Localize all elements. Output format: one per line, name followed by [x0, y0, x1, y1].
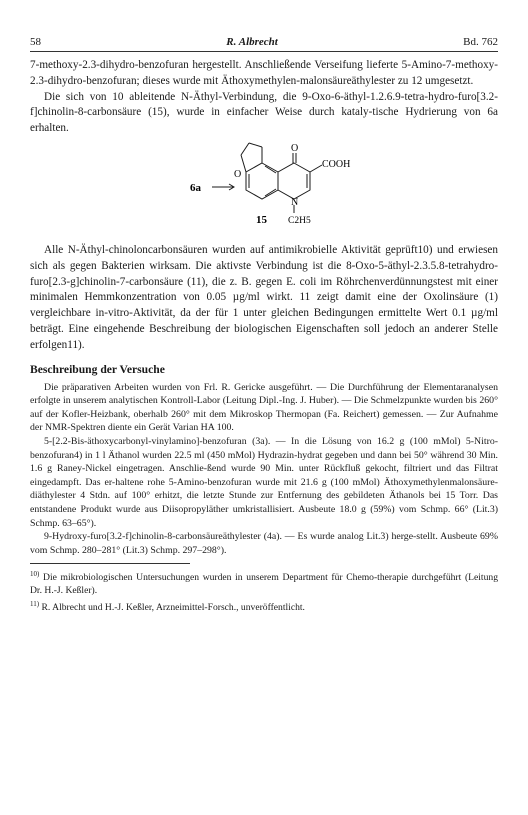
pyridone-ring	[278, 163, 310, 199]
structure-drawing	[30, 141, 498, 233]
acid-group: COOH	[322, 158, 351, 170]
ethyl-substituent: C2H5	[288, 215, 311, 226]
benzene-ring	[246, 163, 278, 199]
page	[30, 36, 498, 615]
volume-number: Bd. 762	[463, 36, 498, 48]
running-header	[30, 36, 498, 52]
ring-oxygen: O	[234, 168, 242, 180]
footnote-10-number: 10)	[30, 570, 40, 579]
compound-number-15: 15	[256, 213, 267, 226]
experimental-paragraph-1: Die präparativen Arbeiten wurden von Frl. R. Gericke ausgeführt. — Die Durchführung der Elementaranalysen erfolgte in unserem analytischen Kontroll-Labor (Leitung Dipl.-Ing. J. Huber). — Die Schmelzpunkte wurden bis 260° auf der Kofler-Heizbank, oberhalb 260° mit dem Mikroskop Thermopan (Fa. Reichert) gemessen. — Zur Aufnahme der NMR-Spektren diente ein Gerät Varian HA 100.	[30, 381, 498, 434]
compound-label-6a: 6a	[190, 181, 201, 194]
section-heading: Beschreibung der Versuche	[30, 362, 165, 376]
footnote-11	[30, 598, 498, 615]
running-author: R. Albrecht	[226, 36, 278, 48]
footnote-11-number: 11)	[30, 600, 40, 609]
body-paragraph-3: Alle N-Äthyl-chinoloncarbonsäuren wurden auf antimikrobielle Aktivität geprüft10) und erwiesen sich als gegen Bakterien wirksam. Die aktivste Verbindung ist die 8-Oxo-5-äthyl-2.3.5.8-tetrahydro-furo[2.3-g]chinolin-7-carbonsäure (11), die z. B. gegen E. coli im Röhrchenverdünnungstest mit einer minimalen Hemmkonzentration von 0.05 µg/ml wirkt. 11 zeigt damit eine der Oxolinsäure (1) vergleichbare in-vitro-Aktivität, da der für 1 unter gleichen Bedingungen ermittelte Wert 0.1 µg/ml beträgt. Eine eingehende Beschreibung der biologischen Eigenschaften soll jedoch an anderer Stelle erfolgen11).	[30, 243, 498, 351]
experimental-paragraph-3: 9-Hydroxy-furo[3.2-f]chinolin-8-carbonsäureäthylester (4a). — Es wurde analog Lit.3) herge-stellt. Ausbeute 69% vom Schmp. 280–281° (Lit.3) Schmp. 297–298°).	[30, 531, 498, 556]
ring-nitrogen: N	[291, 196, 299, 208]
chemical-structure	[30, 141, 498, 233]
experimental-paragraph-2: 5-[2.2-Bis-äthoxycarbonyl-vinylamino]-benzofuran (3a). — In die Lösung von 16.2 g (100 mMol) 5-Nitro-benzofuran4) in 1 l Äthanol wurden 22.5 ml (450 mMol) Hydrazin-hydrat gegeben und dann bei 50° während 30 Min. 1.6 g Raney-Nickel eingetragen. Anschlie-ßend wurde 90 Min. unter Rückfluß gekocht, filtriert und das Filtrat eingedampft. Das er-haltene rohe 5-Amino-benzofuran wurde mit 21.6 g (100 mMol) Äthoxymethylenmalonsäure-diäthylester 4 Stdn. auf 100° erhitzt, die letzte Stunde zur Entfernung des gebildeten Äthanols bei 15 Torr. Das entstandene Produkt wurde aus Diisopropyläther umkristallisiert. Ausbeute 18.0 g (59%) vom Schmp. 66° (Lit.3) Schmp. 63–65°).	[30, 435, 498, 529]
keto-oxygen: O	[291, 142, 299, 154]
footnote-divider	[30, 563, 190, 564]
body-paragraph-2: Die sich von 10 ableitende N-Äthyl-Verbindung, die 9-Oxo-6-äthyl-1.2.6.9-tetra-hydro-furo[3.2-f]chinolin-8-carbonsäure (15), wurde in einfacher Weise durch kataly-tische Hydrierung von 6a erhalten.	[30, 90, 498, 135]
page-number: 58	[30, 36, 41, 48]
footnote-10	[30, 568, 498, 598]
footnote-10-text: Die mikrobiologischen Untersuchungen wurden in unserem Department für Chemo-therapie durchgeführt (Leitung Dr. H.-J. Keßler).	[30, 572, 498, 597]
footnote-11-text: R. Albrecht und H.-J. Keßler, Arzneimittel-Forsch., unveröffentlicht.	[41, 602, 305, 614]
body-paragraph-1: 7-methoxy-2.3-dihydro-benzofuran hergestellt. Anschließende Verseifung lieferte 5-Amino-7-methoxy-2.3-dihydro-benzofuran; dieses wurde mit Äthoxymethylen-malonsäureäthylester zu 12 umgesetzt.	[30, 59, 498, 87]
